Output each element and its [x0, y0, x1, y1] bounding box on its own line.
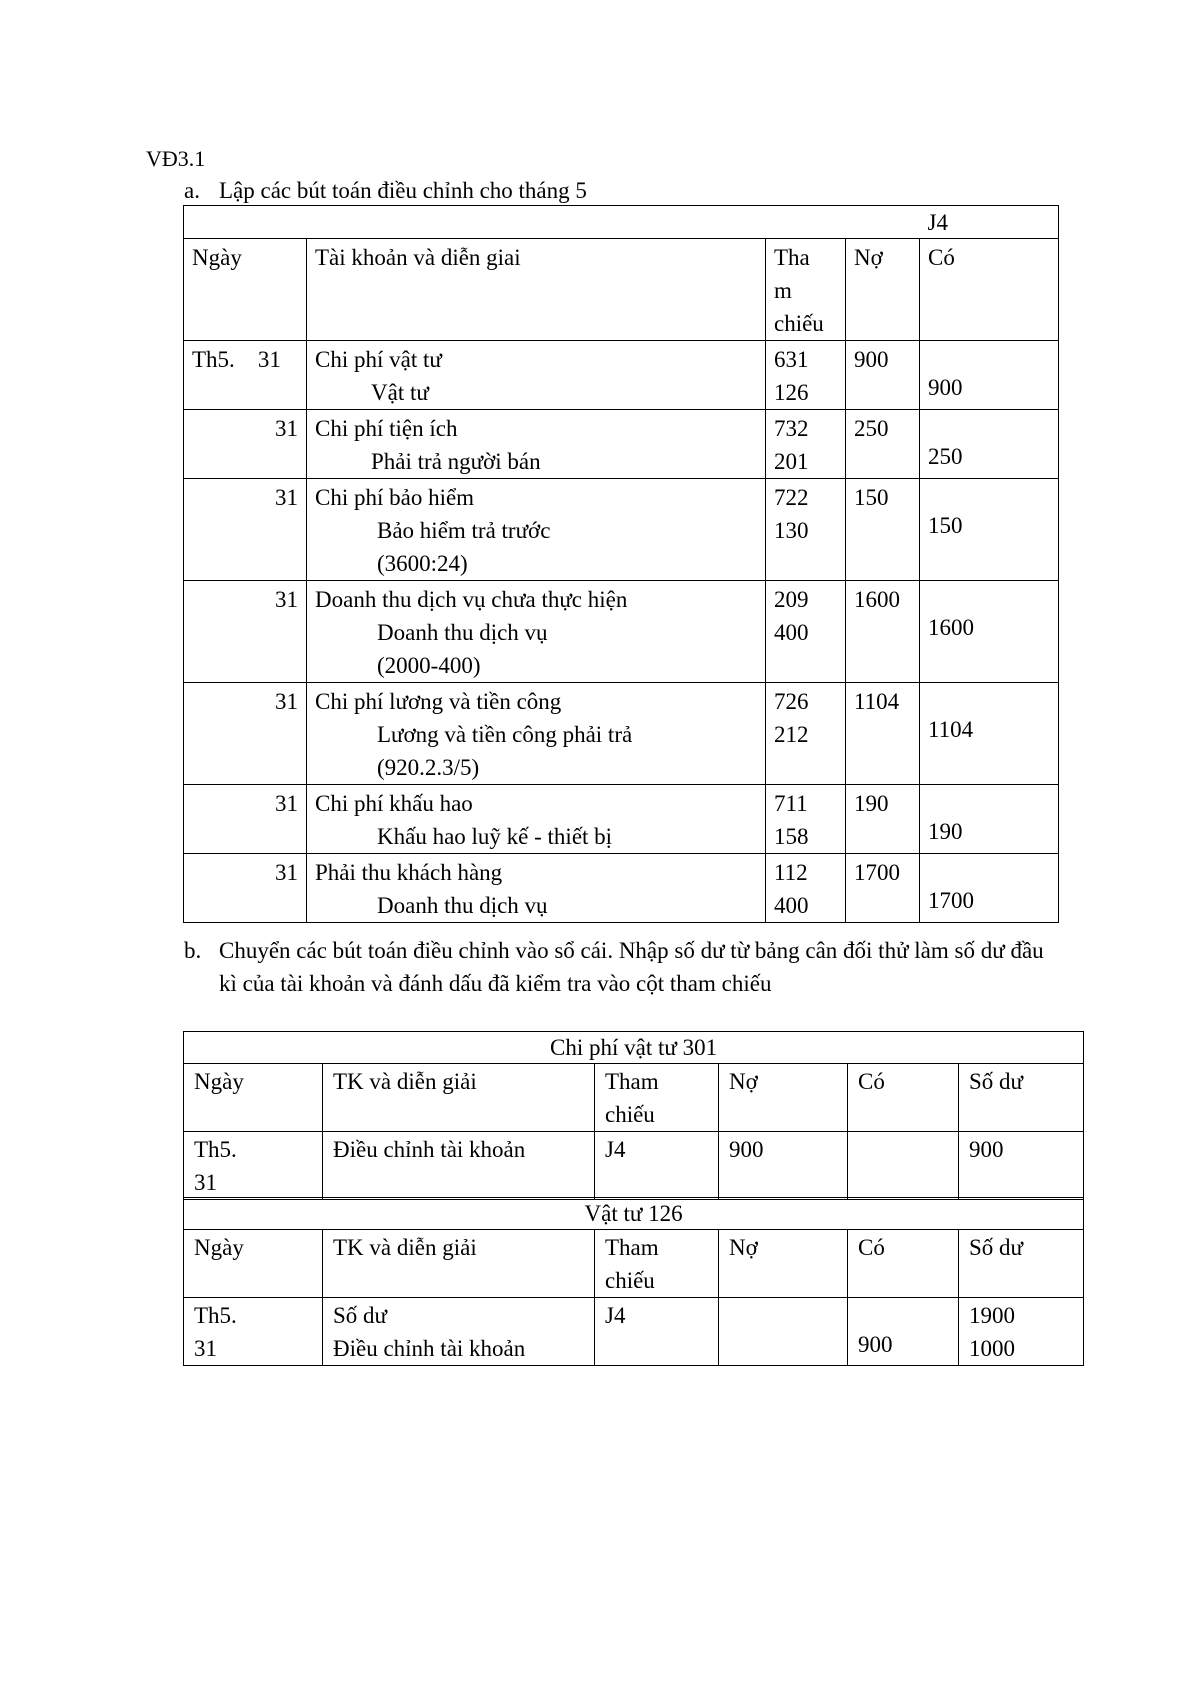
- entry-credit: 190: [920, 785, 1059, 854]
- entry-ref-credit: 126: [774, 380, 809, 405]
- ledger-header-balance: Số dư: [959, 1230, 1084, 1298]
- entry-day: 31: [275, 485, 298, 510]
- ledger-header-ref-line-2: chiếu: [605, 1102, 655, 1127]
- entry-debit-account: Chi phí bảo hiểm: [315, 485, 475, 510]
- entry-date: [184, 683, 307, 785]
- ledger-desc-line-1: Số dư: [333, 1303, 388, 1328]
- ledger-supplies: [183, 1197, 1084, 1366]
- entry-debit-account: Doanh thu dịch vụ chưa thực hiện: [315, 587, 628, 612]
- entry-reference: [766, 581, 846, 683]
- entry-date: [184, 854, 307, 923]
- entry-ref-debit: 631: [774, 347, 809, 372]
- journal-entry-row: [184, 581, 1059, 683]
- entry-ref-credit: 400: [774, 893, 809, 918]
- entry-reference: [766, 683, 846, 785]
- journal-entry-row: [184, 479, 1059, 581]
- ledger-date-line-1: Th5.: [194, 1303, 237, 1328]
- entry-ref-debit: 112: [774, 860, 808, 885]
- entry-day: 31: [275, 791, 298, 816]
- ledger-balance-line-1: 900: [969, 1137, 1004, 1162]
- ledger-balance: [959, 1132, 1084, 1200]
- entry-date: [184, 479, 307, 581]
- ledger-date: [184, 1298, 323, 1366]
- ledger-header-ref-line-1: Tham: [605, 1235, 659, 1260]
- entry-debit-account: Chi phí vật tư: [315, 347, 442, 372]
- entry-day: 31: [275, 587, 298, 612]
- entry-ref-credit: 212: [774, 722, 809, 747]
- entry-accounts: [307, 410, 766, 479]
- entry-note: (2000-400): [377, 653, 481, 678]
- ledger-desc: [323, 1132, 595, 1200]
- document-id: VĐ3.1: [146, 146, 206, 171]
- ledger-ref: J4: [595, 1132, 719, 1200]
- ledger-header-ref: [595, 1230, 719, 1298]
- ledger-supplies-expense: [183, 1031, 1084, 1200]
- entry-reference: [766, 854, 846, 923]
- journal-entry-row: [184, 683, 1059, 785]
- entry-ref-credit: 158: [774, 824, 809, 849]
- ledger-header-credit: Có: [848, 1064, 959, 1132]
- section-a-text: Lập các bút toán điều chỉnh cho tháng 5: [219, 178, 587, 203]
- section-a-heading: [184, 178, 587, 204]
- header-reference: [766, 239, 846, 341]
- ledger-debit: [719, 1298, 848, 1366]
- journal-entry-row: [184, 785, 1059, 854]
- entry-reference: [766, 479, 846, 581]
- header-reference-line-2: m: [774, 278, 792, 303]
- entry-credit: 1600: [920, 581, 1059, 683]
- entry-debit: 250: [846, 410, 920, 479]
- entry-debit-account: Phải thu khách hàng: [315, 860, 503, 885]
- entry-credit-account: Phải trả người bán: [371, 449, 541, 474]
- entry-ref-credit: 130: [774, 518, 809, 543]
- entry-date: [184, 785, 307, 854]
- entry-accounts: [307, 341, 766, 410]
- ledger-balance: [959, 1298, 1084, 1366]
- ledger-header-balance: Số dư: [959, 1064, 1084, 1132]
- entry-day: 31: [275, 416, 298, 441]
- ledger-header-desc: TK và diễn giải: [323, 1064, 595, 1132]
- ledger-ref: J4: [595, 1298, 719, 1366]
- entry-credit: 250: [920, 410, 1059, 479]
- entry-debit-account: Chi phí lương và tiền công: [315, 689, 562, 714]
- entry-credit-account: Vật tư: [371, 380, 429, 405]
- ledger-header-debit: Nợ: [719, 1230, 848, 1298]
- header-reference-line-3: chiếu: [774, 311, 824, 336]
- journal-header-row: [184, 239, 1059, 341]
- ledger-balance-line-2: 1000: [969, 1336, 1015, 1361]
- entry-credit-account: Doanh thu dịch vụ: [377, 893, 548, 918]
- entry-note: (3600:24): [377, 551, 468, 576]
- header-date: Ngày: [184, 239, 307, 341]
- entry-debit: 150: [846, 479, 920, 581]
- ledger-desc-line-1: Điều chỉnh tài khoản: [333, 1137, 526, 1162]
- entry-ref-debit: 726: [774, 689, 809, 714]
- ledger-header-credit: Có: [848, 1230, 959, 1298]
- ledger-debit: 900: [719, 1132, 848, 1200]
- journal-entry-row: [184, 410, 1059, 479]
- entry-date: [184, 341, 307, 410]
- ledger-row: [184, 1298, 1084, 1366]
- ledger-header-debit: Nợ: [719, 1064, 848, 1132]
- section-b-text: Chuyển các bút toán điều chỉnh vào sổ cái. Nhập số dư từ bảng cân đối thử làm số dư đầu kì của tài khoản và đánh dấu đã kiểm tra vào cột tham chiếu: [219, 938, 1044, 996]
- entry-credit-account: Lương và tiền công phải trả: [377, 722, 633, 747]
- entry-credit: 150: [920, 479, 1059, 581]
- journal-entry-row: [184, 854, 1059, 923]
- ledger-header-row: [184, 1230, 1084, 1298]
- entry-credit: 1700: [920, 854, 1059, 923]
- entry-ref-credit: 400: [774, 620, 809, 645]
- entry-date: [184, 581, 307, 683]
- entry-accounts: [307, 854, 766, 923]
- ledger-credit: [848, 1132, 959, 1200]
- entry-month: Th5.: [192, 347, 235, 372]
- ledger-title: Chi phí vật tư 301: [184, 1032, 1084, 1064]
- entry-reference: [766, 341, 846, 410]
- journal-label: J4: [920, 206, 1059, 239]
- entry-ref-debit: 711: [774, 791, 808, 816]
- ledger-desc: [323, 1298, 595, 1366]
- ledger-title: Vật tư 126: [184, 1198, 1084, 1230]
- entry-reference: [766, 410, 846, 479]
- section-a-marker: a.: [184, 178, 200, 203]
- ledger-row: [184, 1132, 1084, 1200]
- entry-accounts: [307, 479, 766, 581]
- ledger-date-line-2: 31: [194, 1170, 217, 1195]
- header-reference-line-1: Tha: [774, 245, 810, 270]
- entry-debit: 1700: [846, 854, 920, 923]
- entry-day: 31: [257, 347, 281, 372]
- section-b-heading: [184, 934, 1054, 1000]
- journal-label-row: [184, 206, 1059, 239]
- journal-table: [183, 205, 1059, 923]
- entry-debit: 900: [846, 341, 920, 410]
- ledger-desc-line-2: Điều chỉnh tài khoản: [333, 1336, 526, 1361]
- ledger-header-date: Ngày: [184, 1230, 323, 1298]
- ledger-date-line-1: Th5.: [194, 1137, 237, 1162]
- entry-day: 31: [275, 689, 298, 714]
- entry-ref-credit: 201: [774, 449, 809, 474]
- entry-note: (920.2.3/5): [377, 755, 480, 780]
- entry-credit: 1104: [920, 683, 1059, 785]
- journal-entry-row: [184, 341, 1059, 410]
- entry-credit-account: Bảo hiểm trả trước: [377, 518, 551, 543]
- entry-reference: [766, 785, 846, 854]
- entry-ref-debit: 209: [774, 587, 809, 612]
- ledger-credit: 900: [848, 1298, 959, 1366]
- section-b-marker: b.: [184, 938, 202, 963]
- entry-debit: 1600: [846, 581, 920, 683]
- entry-credit-account: Khấu hao luỹ kế - thiết bị: [377, 824, 613, 849]
- entry-ref-debit: 722: [774, 485, 809, 510]
- entry-date: [184, 410, 307, 479]
- header-credit: Có: [920, 239, 1059, 341]
- ledger-header-date: Ngày: [184, 1064, 323, 1132]
- entry-debit-account: Chi phí khấu hao: [315, 791, 473, 816]
- header-debit: Nợ: [846, 239, 920, 341]
- entry-ref-debit: 732: [774, 416, 809, 441]
- entry-accounts: [307, 785, 766, 854]
- entry-day: 31: [275, 860, 298, 885]
- ledger-header-ref-line-1: Tham: [605, 1069, 659, 1094]
- entry-credit-account: Doanh thu dịch vụ: [377, 620, 548, 645]
- entry-debit: 190: [846, 785, 920, 854]
- ledger-date: [184, 1132, 323, 1200]
- entry-accounts: [307, 581, 766, 683]
- entry-accounts: [307, 683, 766, 785]
- ledger-header-row: [184, 1064, 1084, 1132]
- ledger-header-desc: TK và diễn giải: [323, 1230, 595, 1298]
- ledger-header-ref: [595, 1064, 719, 1132]
- ledger-balance-line-1: 1900: [969, 1303, 1015, 1328]
- entry-debit: 1104: [846, 683, 920, 785]
- entry-debit-account: Chi phí tiện ích: [315, 416, 458, 441]
- ledger-date-line-2: 31: [194, 1336, 217, 1361]
- ledger-header-ref-line-2: chiếu: [605, 1268, 655, 1293]
- entry-credit: 900: [920, 341, 1059, 410]
- header-account: Tài khoản và diễn giai: [307, 239, 766, 341]
